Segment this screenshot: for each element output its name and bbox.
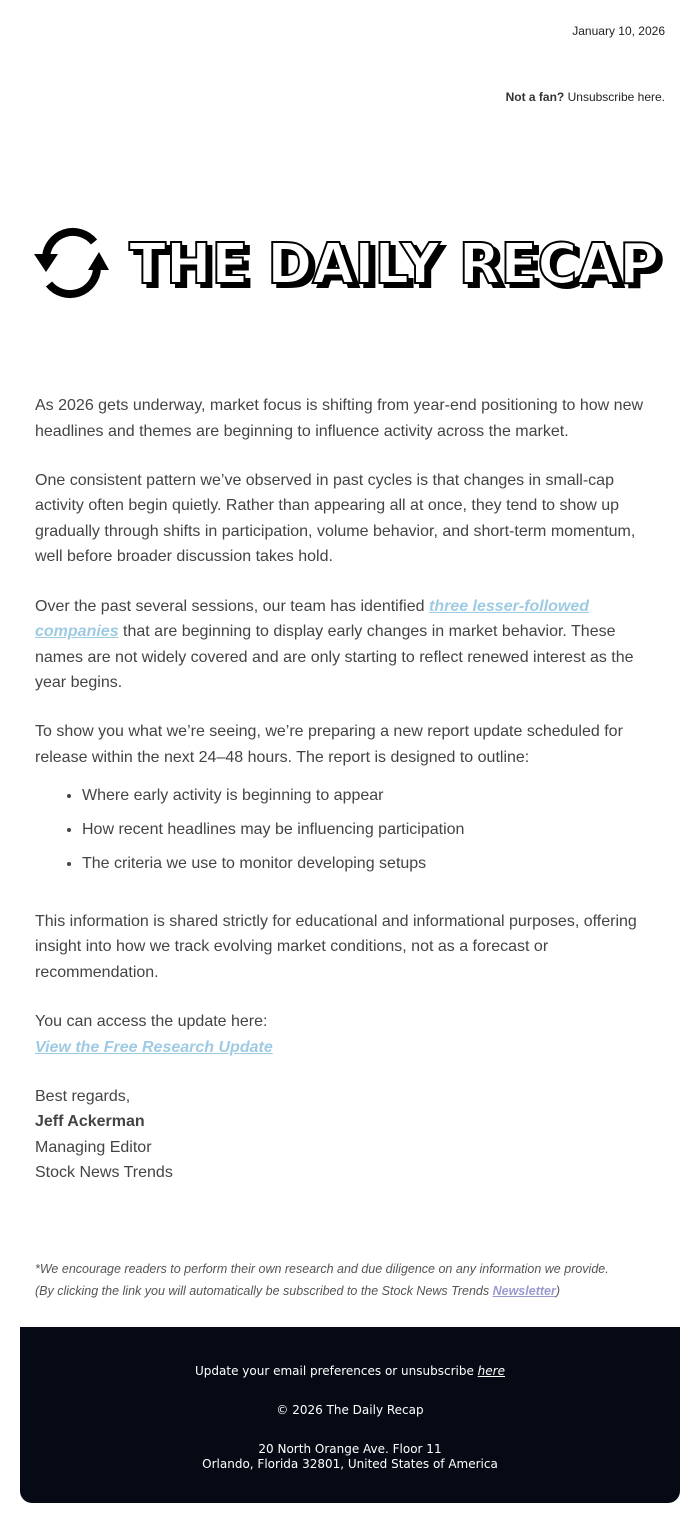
signoff: Best regards,: [35, 1087, 131, 1105]
address: [20, 1442, 680, 1472]
logo-text: THE DAILY RECAP: [129, 232, 659, 297]
text: that are beginning to display early changes in market behavior. These names are not widely covered and are only starting to reflect renewed interest as the year begins.: [35, 623, 634, 692]
author-company: Stock News Trends: [35, 1164, 173, 1182]
bullet-item: • How recent headlines may be influencing participation: [82, 813, 655, 847]
address-line: Orlando, Florida 32801, United States of America: [202, 1457, 498, 1471]
unsubscribe-line: [506, 90, 665, 104]
unsubscribe-link[interactable]: Unsubscribe here.: [567, 90, 665, 104]
text: (By clicking the link you will automatically be subscribed to the Stock News Trends: [35, 1283, 493, 1298]
signature: [35, 1084, 655, 1186]
paragraph-report: To show you what we’re seeing, we’re preparing a new report update scheduled for release within the next 24–48 hours. The report is designed to outline:: [35, 723, 623, 767]
preferences-link[interactable]: here: [477, 1364, 505, 1378]
newsletter-link[interactable]: Newsletter: [492, 1283, 556, 1298]
fine-print: [35, 1259, 675, 1302]
refresh-cycle-icon: [46, 232, 97, 294]
access-text: You can access the update here:: [35, 1012, 268, 1030]
report-bullets: [35, 779, 655, 881]
access-block: [35, 1009, 655, 1060]
copyright: © 2026 The Daily Recap: [276, 1403, 424, 1417]
unsubscribe-prefix: Not a fan?: [505, 90, 565, 104]
text: ): [555, 1283, 561, 1298]
research-update-link[interactable]: View the Free Research Update: [35, 1038, 273, 1056]
daily-recap-logo: [34, 222, 664, 302]
companies-link[interactable]: three lesser-followed companies: [35, 597, 590, 641]
paragraph-intro: As 2026 gets underway, market focus is shifting from year-end positioning to how new headlines and themes are beginning to influence activity across the market.: [35, 397, 644, 440]
paragraph-companies: [35, 594, 655, 696]
paragraph-disclaimer: This information is shared strictly for educational and informational purposes, offering insight into how we track evolving market conditions, not as a forecast or recommendation.: [35, 912, 637, 981]
fine-print-line: *We encourage readers to perform their own research and due diligence on any information we provide.: [35, 1262, 609, 1276]
author-role: Managing Editor: [35, 1138, 152, 1156]
bullet-item: • Where early activity is beginning to appear: [82, 779, 655, 813]
footer: [20, 1327, 680, 1503]
bullet-item: • The criteria we use to monitor developing setups: [82, 847, 655, 881]
address-line: 20 North Orange Ave. Floor 11: [258, 1442, 442, 1456]
paragraph-pattern: One consistent pattern we’ve observed in past cycles is that changes in small-cap activity often begin quietly. Rather than appearing all at once, they tend to show up gradually through shifts in participation, volume behavior, and short-term momentum, well before broader discussion takes hold.: [35, 471, 636, 566]
email-body: [35, 393, 655, 1186]
preferences-line: [20, 1364, 680, 1378]
fine-print-line: [35, 1281, 675, 1303]
text: Over the past several sessions, our team has identified: [35, 597, 429, 615]
email-date: January 10, 2026: [572, 24, 665, 38]
author-name: Jeff Ackerman: [35, 1113, 145, 1131]
text: Update your email preferences or unsubscribe: [195, 1364, 478, 1378]
